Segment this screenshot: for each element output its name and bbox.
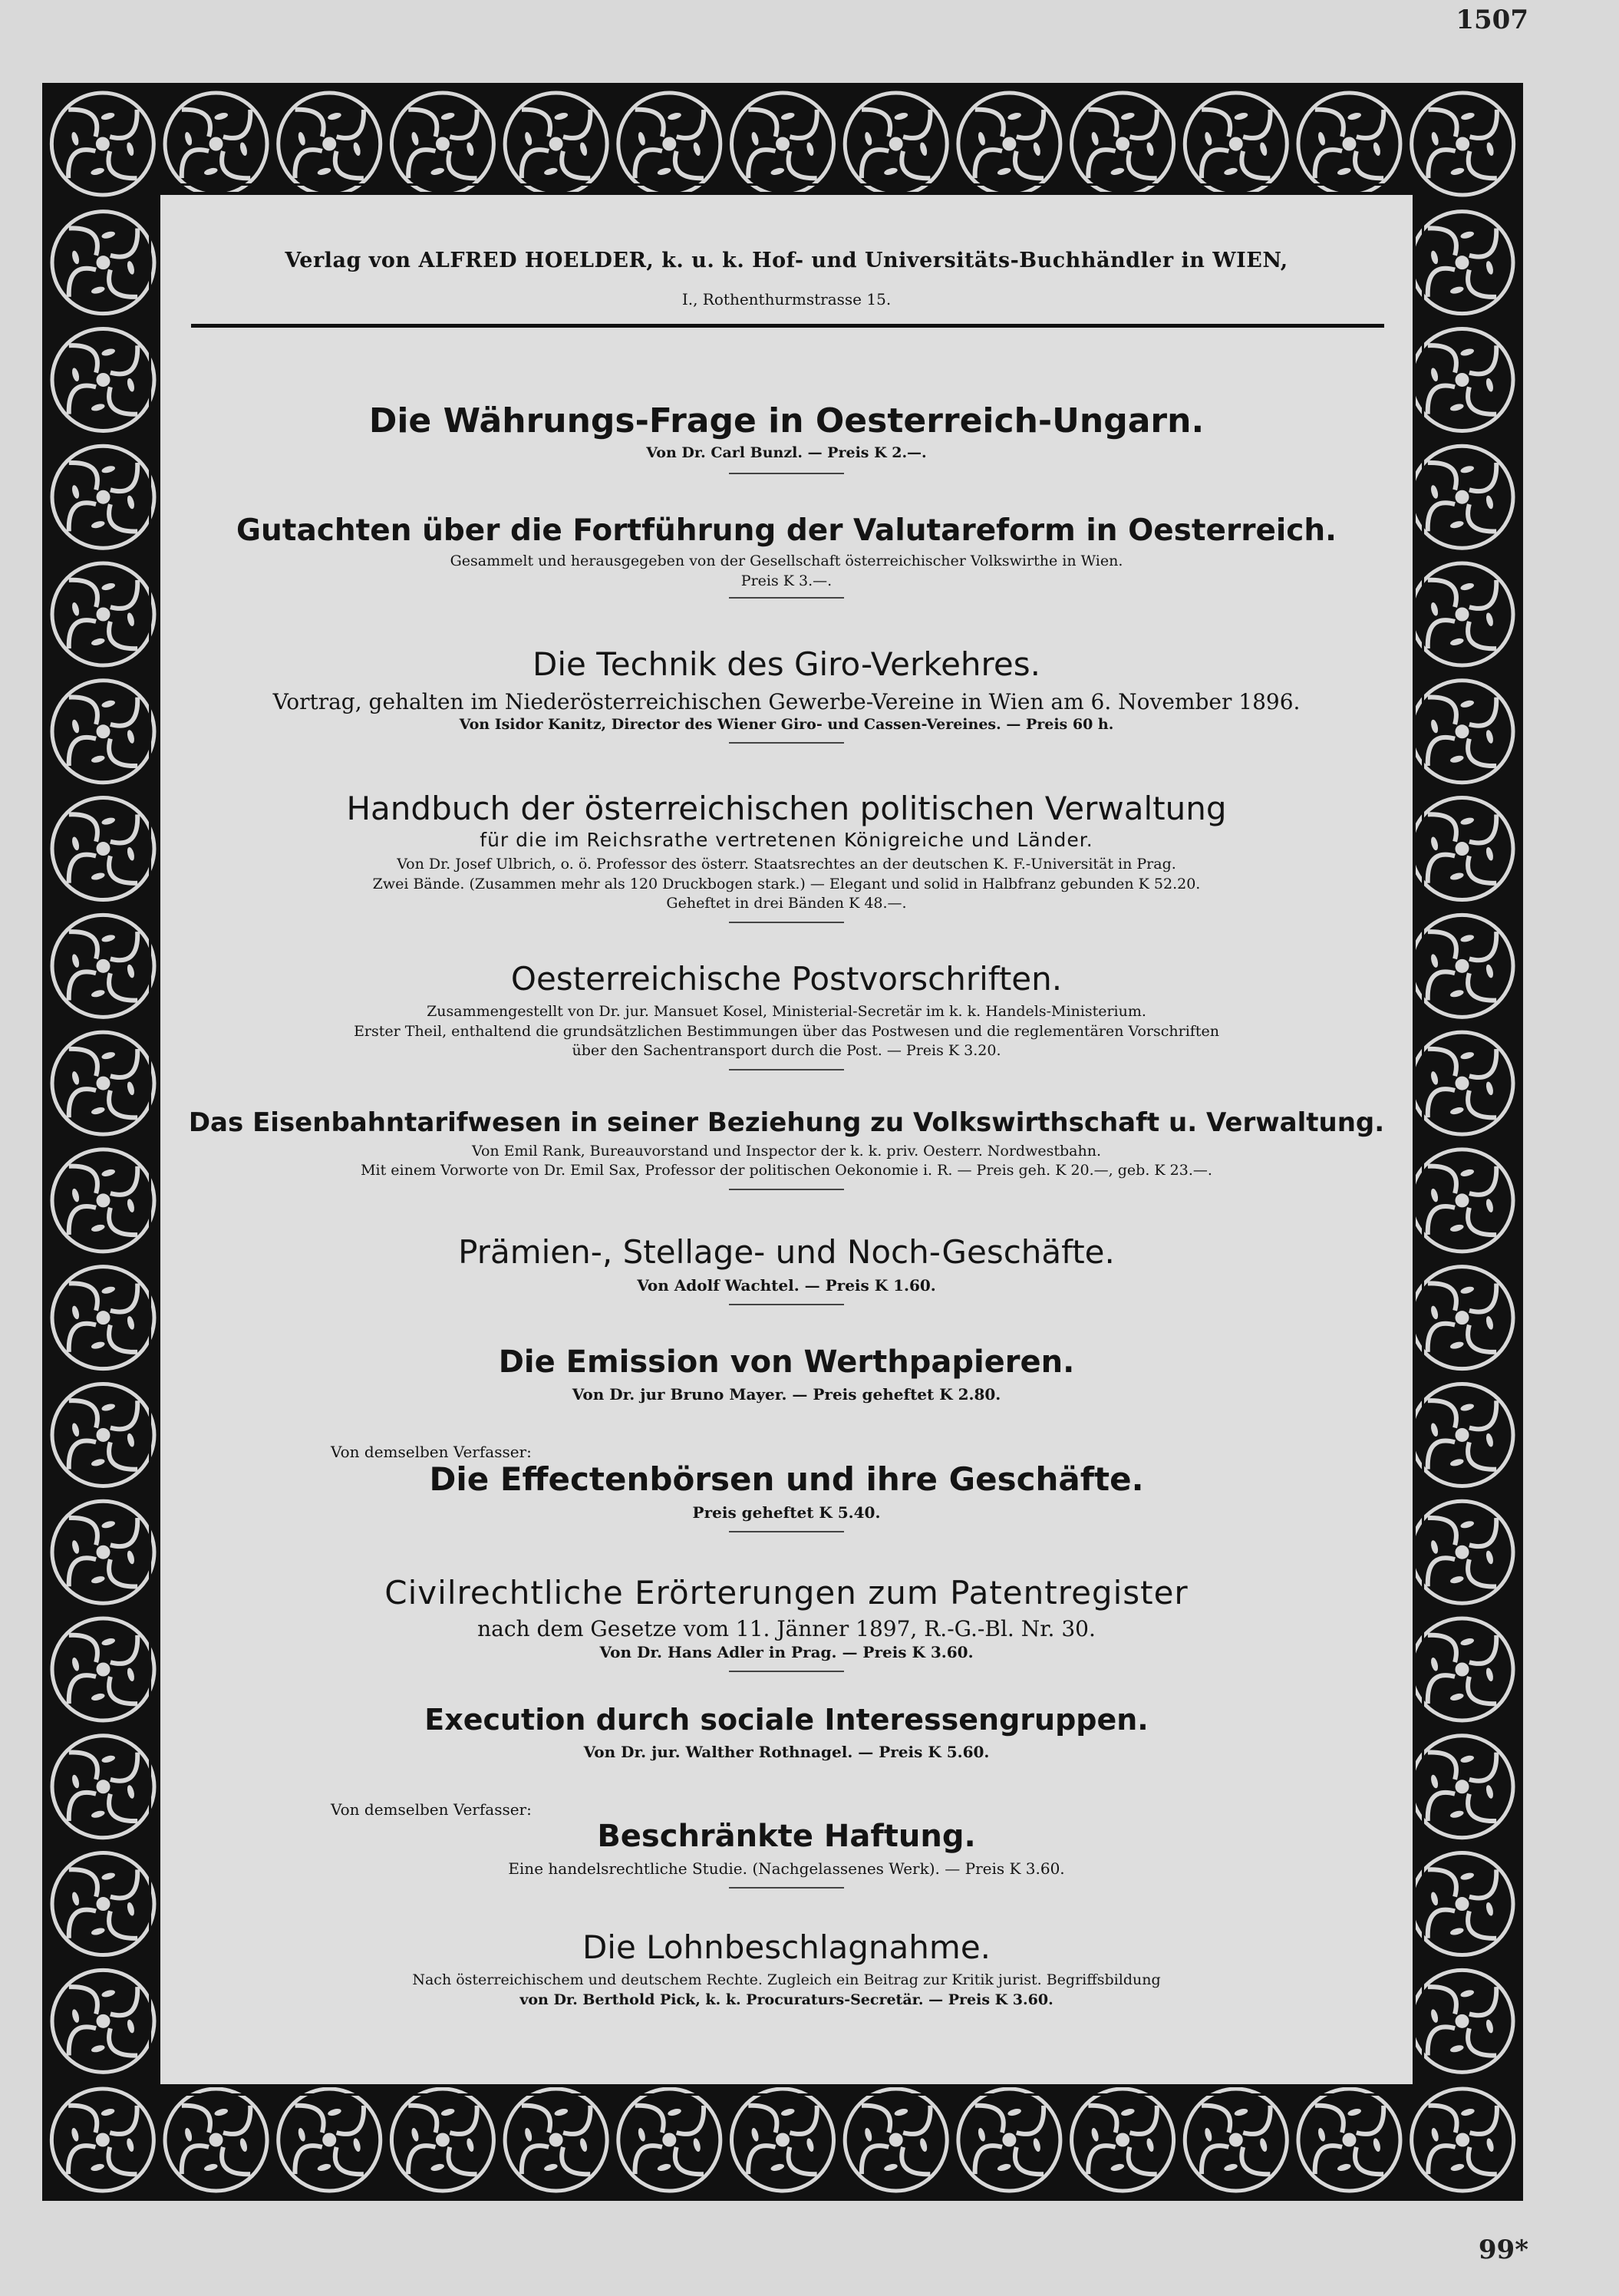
book-entry: [160, 962, 1413, 1070]
ornament-tile: [958, 93, 1060, 195]
book-details: Eine handelsrechtliche Studie. (Nachgelassenes Werk). — Preis K 3.60.: [508, 1859, 1065, 1878]
ornament-tile: [52, 1267, 154, 1369]
ornament-tile: [52, 915, 154, 1017]
ornament-tile: [618, 93, 720, 195]
book-price: Geheftet in drei Bänden K 48.—.: [666, 895, 907, 912]
book-entry: [160, 513, 1413, 599]
book-author: von Dr. Berthold Pick, k. k. Procuraturs-Secretär. — Preis K 3.60.: [519, 1991, 1054, 2008]
book-title: Civilrechtliche Erörterungen zum Patentregister: [384, 1574, 1189, 1611]
book-details: Zwei Bände. (Zusammen mehr als 120 Druckbogen stark.) — Elegant und solid in Halbfranz gebunden K 52.20.: [372, 875, 1201, 892]
book-details: Gesammelt und herausgegeben von der Gesellschaft österreichischer Volkswirthe in Wien.: [450, 552, 1123, 569]
book-details: Mit einem Vorworte von Dr. Emil Sax, Professor der politischen Oekonomie i. R. — Preis geh. K 20.—, geb. K 23.—.: [361, 1162, 1212, 1179]
advertisement-panel: [157, 192, 1416, 2087]
ornament-tile: [1411, 1501, 1513, 1603]
book-author: Von Dr. Josef Ulbrich, o. ö. Professor des österr. Staatsrechtes an der deutschen K. F.-Universität in Prag.: [397, 856, 1176, 873]
book-details: nach dem Gesetze vom 11. Jänner 1897, R.-G.-Bl. Nr. 30.: [477, 1616, 1096, 1642]
ornament-tile: [1185, 93, 1287, 195]
book-price: Preis K 3.—.: [740, 572, 833, 589]
ornament-tile: [52, 1032, 154, 1134]
publisher-address: I., Rothenthurmstrasse 15.: [681, 290, 892, 308]
ornament-tile: [391, 2089, 493, 2191]
ornament-tile: [52, 212, 154, 314]
ornament-tile: [1411, 1032, 1513, 1134]
book-details: Vortrag, gehalten im Niederösterreichischen Gewerbe-Vereine in Wien am 6. November 1896.: [272, 689, 1301, 715]
book-details: Erster Theil, enthaltend die grundsätzlichen Bestimmungen über das Postwesen und die reglementären Vorschriften: [354, 1022, 1219, 1040]
ornament-tile: [1411, 1970, 1513, 2072]
ornament-tile: [1298, 93, 1400, 195]
ornament-tile: [732, 93, 834, 195]
ornament-tile: [52, 1618, 154, 1720]
ornament-tile: [52, 1150, 154, 1252]
book-entry: [160, 1235, 1413, 1305]
ornament-tile: [51, 93, 153, 195]
book-entry: [160, 1346, 1413, 1405]
ornament-tile: [1411, 1267, 1513, 1369]
divider: [729, 473, 844, 474]
book-author: Von Dr. Hans Adler in Prag. — Preis K 3.60.: [599, 1642, 974, 1661]
ornament-tile: [52, 798, 154, 900]
book-author: Von Dr. jur Bruno Mayer. — Preis geheftet K 2.80.: [572, 1385, 1001, 1404]
page-number: 1507: [1456, 5, 1528, 35]
divider: [729, 742, 844, 744]
ornament-tile: [52, 1853, 154, 1955]
same-author-note: Von demselben Verfasser:: [331, 1443, 532, 1461]
book-subtitle: für die im Reichsrathe vertretenen Königreiche und Länder.: [480, 829, 1093, 852]
ornament-tile: [391, 93, 493, 195]
ornament-tile: [165, 2089, 267, 2191]
ornament-tile: [52, 1736, 154, 1838]
book-title: Handbuch der österreichischen politischen Verwaltung: [346, 790, 1227, 827]
ornament-tile: [1298, 2089, 1400, 2191]
ornament-tile: [1411, 1150, 1513, 1252]
book-title: Prämien-, Stellage- und Noch-Geschäfte.: [458, 1233, 1115, 1271]
book-entry: [160, 401, 1413, 474]
ornament-tile: [52, 1384, 154, 1486]
ornament-tile: [505, 2089, 607, 2191]
book-author: Von Emil Rank, Bureauvorstand und Inspector der k. k. priv. Oesterr. Nordwestbahn.: [472, 1142, 1101, 1160]
ornament-tile: [279, 2089, 381, 2191]
ornament-tile: [618, 2089, 720, 2191]
ornament-tile: [1411, 1618, 1513, 1720]
ornament-tile: [1411, 328, 1513, 430]
divider: [729, 1304, 844, 1305]
book-entry: [160, 1705, 1413, 1763]
ornament-tile: [1411, 798, 1513, 900]
ornament-tile: [1411, 563, 1513, 665]
ornament-tile: [52, 563, 154, 665]
divider: [729, 1069, 844, 1070]
book-entry: [160, 1576, 1413, 1672]
ornament-tile: [1411, 915, 1513, 1017]
ornament-tile: [1411, 1853, 1513, 1955]
book-entry: [160, 645, 1413, 744]
ornament-tile: [51, 2089, 153, 2191]
book-details: Nach österreichischem und deutschem Rechte. Zugleich ein Beitrag zur Kritik jurist. Begriffsbildung: [412, 1971, 1161, 1989]
divider: [729, 1671, 844, 1672]
ornament-tile: [52, 328, 154, 430]
book-title: Die Effectenbörsen und ihre Geschäfte.: [429, 1460, 1144, 1498]
book-entry: [160, 1820, 1413, 1889]
book-details: Von Dr. Carl Bunzl. — Preis K 2.—.: [646, 444, 927, 462]
ornament-tile: [279, 93, 381, 195]
ornament-tile: [732, 2089, 834, 2191]
book-entry: [160, 792, 1413, 923]
book-title: Beschränkte Haftung.: [597, 1819, 976, 1854]
ornament-tile: [1411, 212, 1513, 314]
divider: [729, 1189, 844, 1190]
book-entry: [160, 1460, 1413, 1532]
book-title: Gutachten über die Fortführung der Valutareform in Oesterreich.: [236, 513, 1337, 548]
ornament-tile: [165, 93, 267, 195]
book-author: Von Isidor Kanitz, Director des Wiener Giro- und Cassen-Vereines. — Preis 60 h.: [459, 715, 1114, 733]
sheet-mark: 99*: [1478, 2235, 1528, 2265]
ornament-tile: [52, 446, 154, 548]
ornament-tile: [1411, 1736, 1513, 1838]
ornament-tile: [1411, 1384, 1513, 1486]
ornament-tile: [1185, 2089, 1287, 2191]
ornament-tile: [1072, 2089, 1174, 2191]
book-author: Von Dr. jur. Walther Rothnagel. — Preis K 5.60.: [583, 1742, 990, 1761]
ornament-tile: [1412, 93, 1514, 195]
book-price: Preis geheftet K 5.40.: [692, 1503, 881, 1522]
header-rule: [191, 324, 1384, 328]
divider: [729, 922, 844, 923]
publisher-line: Verlag von ALFRED HOELDER, k. u. k. Hof- und Universitäts-Buchhändler in WIEN,: [285, 249, 1288, 272]
ornament-tile: [845, 2089, 947, 2191]
ornament-tile: [1072, 93, 1174, 195]
book-title: Oesterreichische Postvorschriften.: [510, 960, 1063, 998]
ornament-tile: [52, 1501, 154, 1603]
book-title: Die Technik des Giro-Verkehres.: [533, 645, 1040, 683]
ornament-tile: [1411, 681, 1513, 783]
book-entry: [160, 1928, 1413, 2010]
book-title: Die Emission von Werthpapieren.: [498, 1344, 1075, 1380]
book-title: Das Eisenbahntarifwesen in seiner Beziehung zu Volkswirthschaft u. Verwaltung.: [188, 1107, 1385, 1138]
ornament-tile: [1412, 2089, 1514, 2191]
ornament-tile: [845, 93, 947, 195]
book-author: Von Adolf Wachtel. — Preis K 1.60.: [637, 1276, 936, 1295]
same-author-note: Von demselben Verfasser:: [331, 1800, 532, 1819]
book-author: Zusammengestellt von Dr. jur. Mansuet Kosel, Ministerial-Secretär im k. k. Handels-Ministerium.: [427, 1003, 1146, 1021]
divider: [729, 597, 844, 599]
divider: [729, 1531, 844, 1532]
book-title: Execution durch sociale Interessengruppen.: [424, 1703, 1149, 1737]
ornament-tile: [52, 1970, 154, 2072]
book-title: Die Währungs-Frage in Oesterreich-Ungarn.: [368, 401, 1205, 440]
ornament-tile: [958, 2089, 1060, 2191]
book-price: über den Sachentransport durch die Post. — Preis K 3.20.: [572, 1042, 1001, 1060]
book-entry: [160, 1107, 1413, 1190]
book-title: Die Lohnbeschlagnahme.: [582, 1928, 991, 1966]
divider: [729, 1887, 844, 1889]
ornament-tile: [1411, 446, 1513, 548]
ornament-tile: [505, 93, 607, 195]
ornament-tile: [52, 681, 154, 783]
